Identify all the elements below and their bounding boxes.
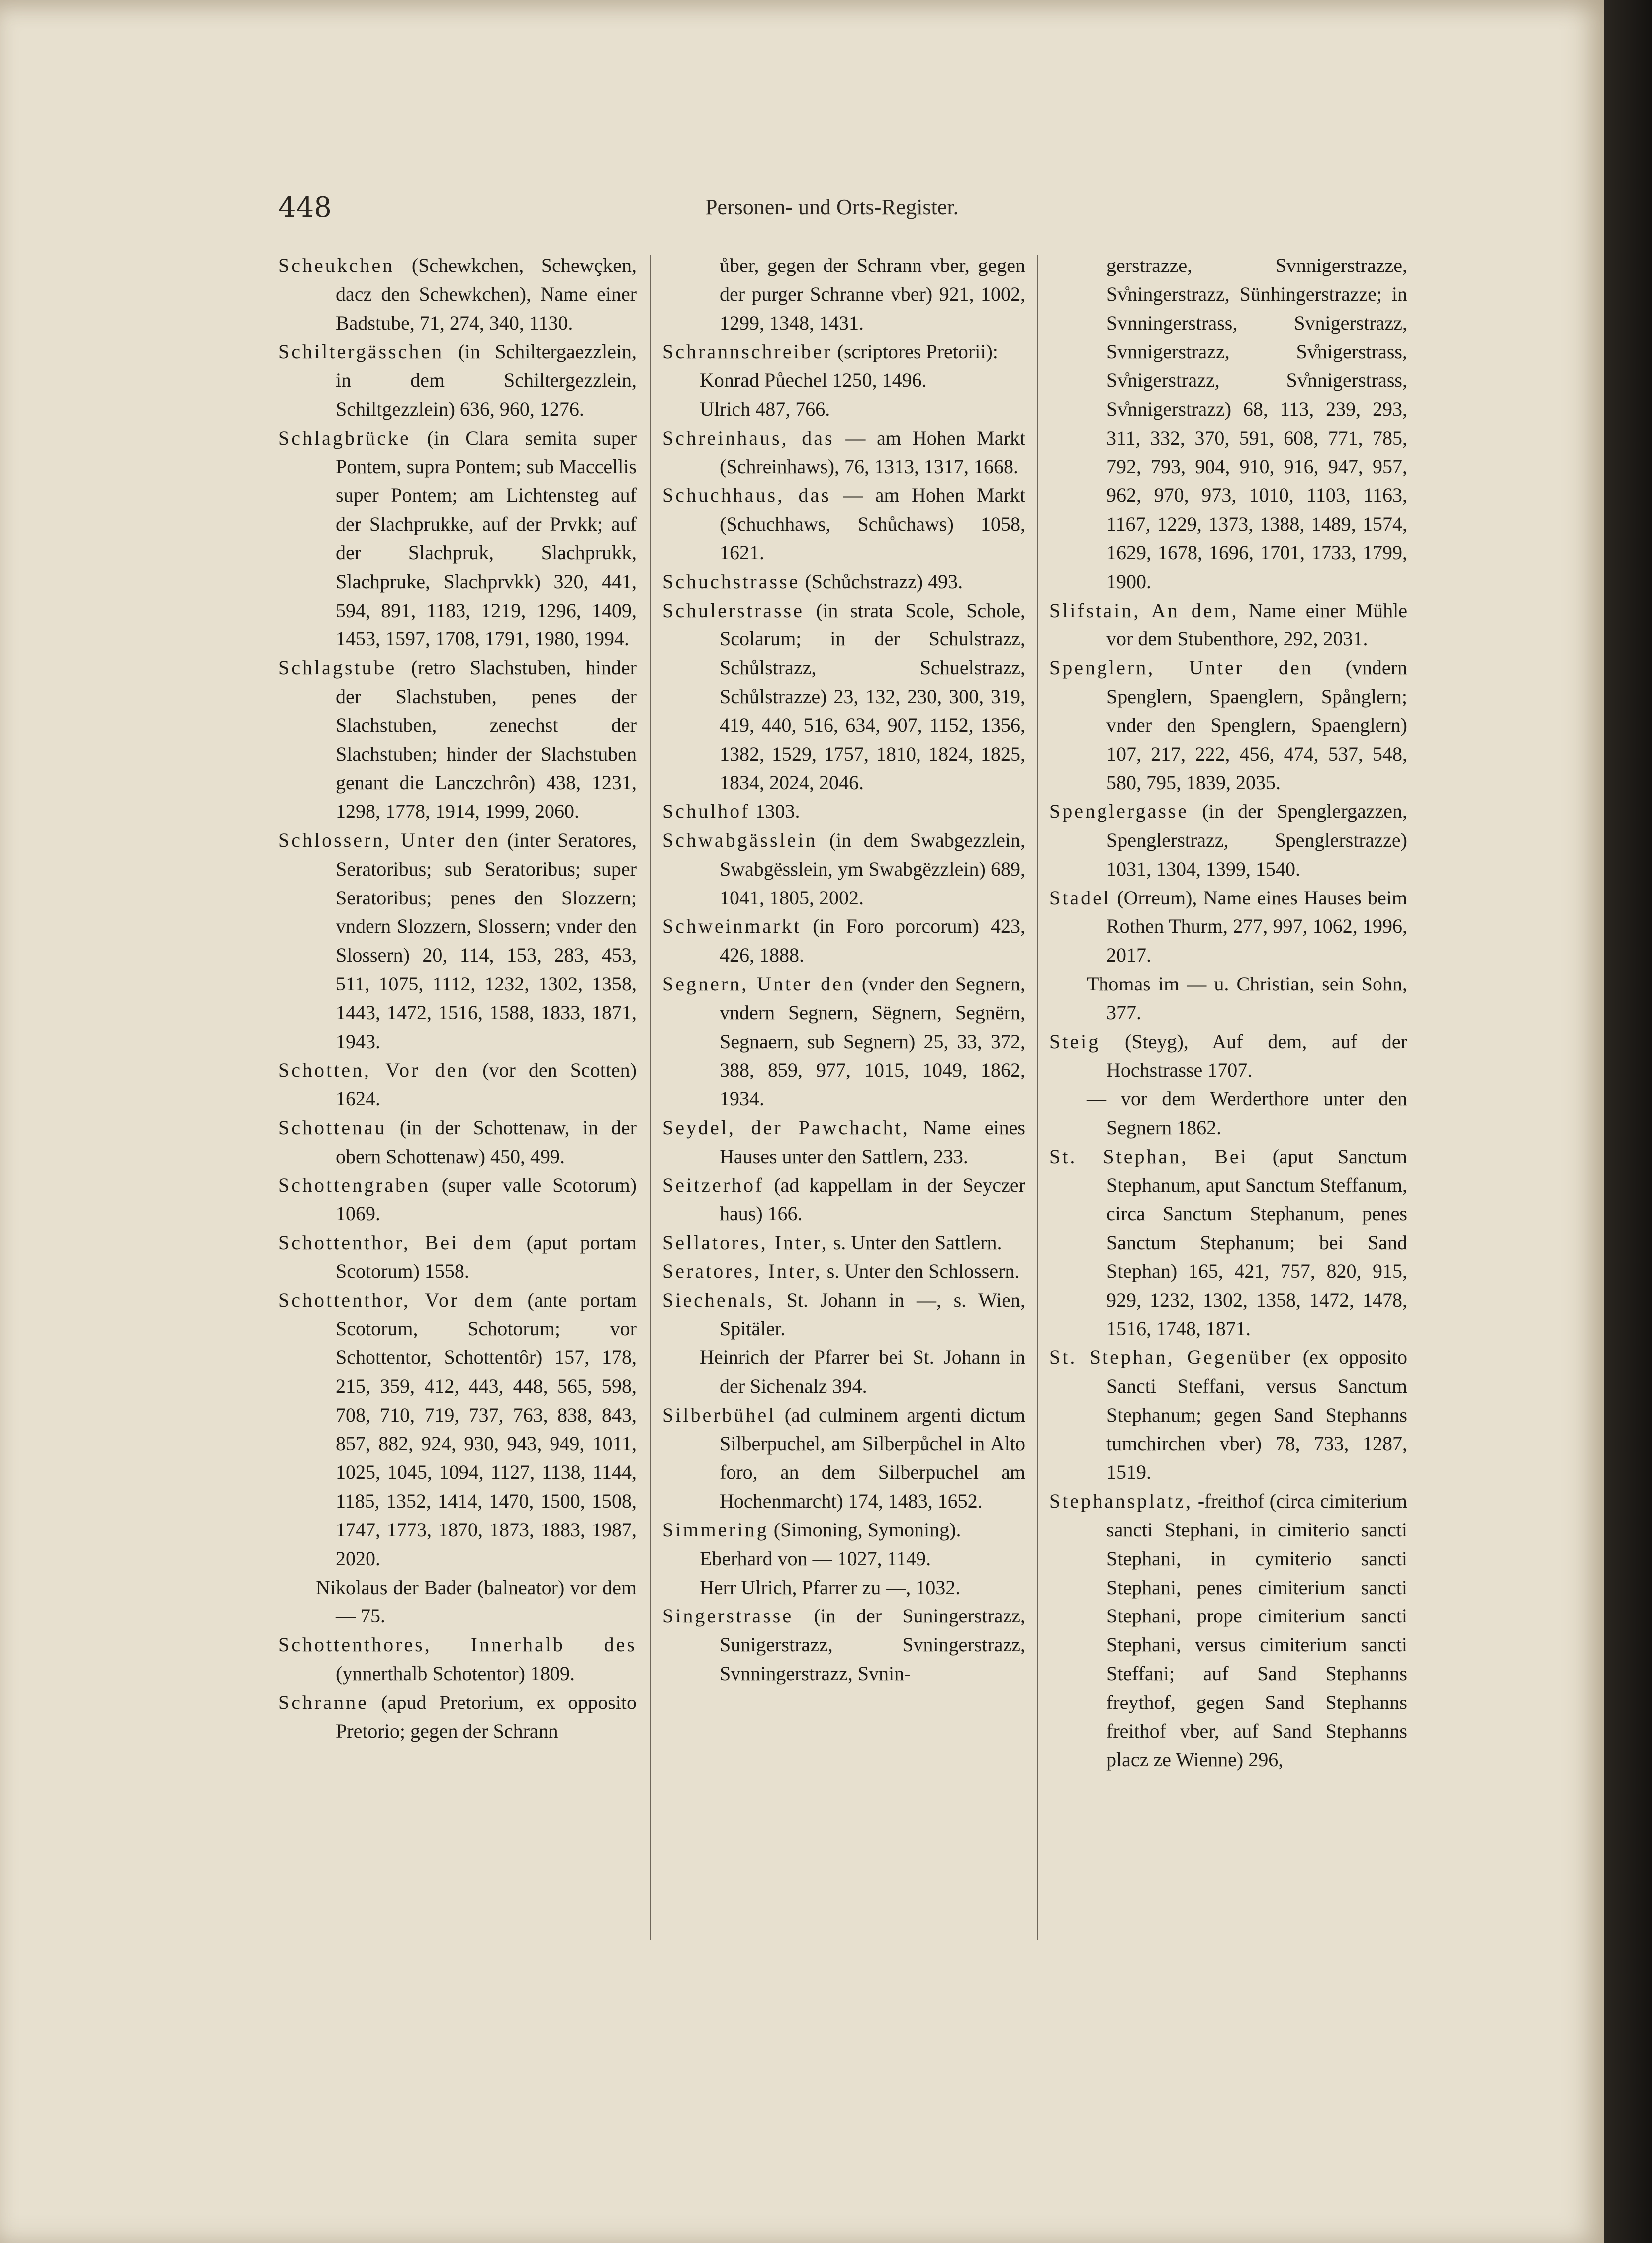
index-entry [662, 912, 1025, 970]
entry-headword: Schwabgässlein [662, 828, 818, 851]
entry-text: (ad kappellam in der Seyczer haus) 166. [720, 1173, 1025, 1225]
index-entry [662, 1573, 1025, 1602]
entry-text: Thomas im — u. Christian, sein Sohn, 377. [1087, 972, 1407, 1024]
entry-text: — am Hohen Markt (Schreinhaws), 76, 1313, 1317, 1668. [720, 426, 1025, 478]
entry-headword: Seydel, der Pawchacht, [662, 1116, 910, 1139]
index-entry [1049, 797, 1407, 883]
index-column-2 [662, 251, 1025, 1688]
entry-headword: Simmering [662, 1519, 769, 1541]
entry-headword: Schlagstube [278, 656, 397, 679]
entry-text: 1303. [750, 800, 800, 823]
entry-text: Name eines Hauses unter den Sattlern, 233. [720, 1116, 1025, 1167]
entry-text: (Steyg), Auf dem, auf der Hochstrasse 1707. [1100, 1030, 1407, 1081]
entry-text: Ulrich 487, 766. [700, 397, 830, 420]
entry-headword: Siechenals, [662, 1288, 775, 1311]
index-entry [278, 1056, 637, 1113]
index-entry [1049, 884, 1407, 970]
entry-text: (aput portam Scotorum) 1558. [336, 1231, 637, 1282]
entry-headword: Schrannschreiber [662, 340, 832, 363]
entry-headword: Spenglern, Unter den [1049, 656, 1313, 679]
index-entry [662, 1228, 1025, 1257]
index-entry [662, 1257, 1025, 1286]
page-number: 448 [278, 191, 332, 224]
index-entry [662, 1343, 1025, 1401]
entry-text: (vor den Scotten) 1624. [336, 1059, 637, 1110]
entry-headword: Schottengraben [278, 1173, 430, 1196]
entry-text: (ynnerthalb Schotentor) 1809. [336, 1662, 575, 1685]
index-entry [1049, 1142, 1407, 1344]
page-edge [1604, 0, 1652, 2243]
index-entry [662, 1171, 1025, 1229]
entry-text: (in der Suningerstrazz, Sunigerstrazz, Svningerstrazz, Svnningerstrazz, Svnin- [720, 1605, 1025, 1685]
entry-text: (in dem Swabgezzlein, Swabgësslein, ym Swabgëzzlein) 689, 1041, 1805, 2002. [720, 828, 1025, 909]
index-entry [278, 1573, 637, 1631]
entry-text: (aput Sanctum Stephanum, aput Sanctum Steffanum, circa Sanctum Stephanum, penes Sanctum Stephanum; bei Sand Stephan) 165, 421, 757, 820, 915, 929, 1232, 1302, 1358, 1472, 1478, 1516, 1748, 1871. [1106, 1145, 1407, 1340]
index-entry [1049, 1027, 1407, 1085]
entry-headword: Seitzerhof [662, 1173, 764, 1196]
index-entry [278, 1171, 637, 1229]
index-entry [1049, 1343, 1407, 1487]
entry-headword: Schulhof [662, 800, 750, 823]
entry-text: (scriptores Pretorii): [832, 340, 998, 363]
entry-text: s. Unter den Schlossern. [822, 1259, 1020, 1282]
entry-headword: Schulerstrasse [662, 599, 804, 622]
index-entry [278, 1630, 637, 1688]
entry-text: (in strata Scole, Schole, Scolarum; in der Schulstrazz, Schůlstrazz, Schuelstrazz, Schůlstrazze) 23, 132, 230, 300, 319, 419, 440, 516, 634, 907, 1152, 1356, 1382, 1529, 1757, 1810, 1824, 1825, 1834, 2024, 2046. [720, 599, 1025, 794]
entry-text: (inter Seratores, Seratoribus; sub Seratoribus; super Seratoribus; penes den Slozzern; vndern Slozzern, Slossern; vnder den Slossern) 20, 114, 153, 283, 453, 511, 1075, 1112, 1232, 1302, 1358, 1443, 1472, 1516, 1588, 1833, 1871, 1943. [336, 828, 637, 1053]
entry-headword: St. Stephan, Bei [1049, 1145, 1248, 1167]
index-entry [662, 970, 1025, 1113]
entry-text: Name einer Mühle vor dem Stubenthore, 292, 2031. [1106, 599, 1407, 650]
index-entry [278, 826, 637, 1056]
entry-text: Eberhard von — 1027, 1149. [700, 1547, 931, 1570]
index-entry [278, 1688, 637, 1746]
entry-text: (vndern Spenglern, Spaenglern, Spånglern; vnder den Spenglern, Spaenglern) 107, 217, 222, 456, 474, 537, 548, 580, 795, 1839, 2035. [1106, 656, 1407, 794]
index-entry [1049, 251, 1407, 596]
entry-headword: St. Stephan, Gegenüber [1049, 1346, 1292, 1369]
index-column-1 [278, 251, 637, 1745]
entry-text: (vnder den Segnern, vndern Segnern, Sëgnern, Segnërn, Segnaern, sub Segnern) 25, 33, 372, 388, 859, 977, 1015, 1049, 1862, 1934. [720, 972, 1025, 1110]
index-entry [662, 826, 1025, 912]
running-title: Personen- und Orts-Register. [705, 195, 959, 219]
index-entry [662, 1602, 1025, 1688]
entry-text: (Orreum), Name eines Hauses beim Rothen Thurm, 277, 997, 1062, 1996, 2017. [1106, 886, 1407, 967]
index-entry [662, 1113, 1025, 1171]
entry-headword: Schreinhaus, das [662, 426, 834, 449]
entry-headword: Schlossern, Unter den [278, 828, 500, 851]
entry-text: -freithof (circa cimiterium sancti Stephani, in cimiterio sancti Stephani, in cymiterio sancti Stephani, penes cimiterium sancti Stephani, prope cimiterium sancti Stephani, versus cimiterium sancti Steffani; auf Sand Stephanns freythof, gegen Sand Stephanns freithof vber, auf Sand Stephanns placz ze Wienne) 296, [1106, 1490, 1407, 1771]
index-entry [662, 337, 1025, 366]
entry-text: Herr Ulrich, Pfarrer zu —, 1032. [700, 1576, 961, 1599]
entry-text: (ad culminem argenti dictum Silberpuchel, am Silberpůchel in Alto foro, an dem Silberpuchel am Hochenmarcht) 174, 1483, 1652. [720, 1403, 1025, 1513]
entry-text: (super valle Scotorum) 1069. [336, 1173, 637, 1225]
index-entry [278, 1113, 637, 1171]
index-entry [278, 337, 637, 423]
entry-headword: Slifstain, An dem, [1049, 599, 1239, 622]
entry-text: Heinrich der Pfarrer bei St. Johann in der Sichenalz 394. [700, 1346, 1025, 1398]
index-column-3 [1049, 251, 1407, 1774]
entry-headword: Schuchhaus, das [662, 484, 831, 507]
index-entry [662, 251, 1025, 337]
index-entry [662, 567, 1025, 596]
entry-headword: Schottenau [278, 1116, 387, 1139]
index-entry [1049, 596, 1407, 654]
index-entry [662, 1401, 1025, 1516]
entry-headword: Singerstrasse [662, 1605, 794, 1627]
column-divider [650, 255, 651, 1940]
entry-headword: Segnern, Unter den [662, 972, 855, 995]
index-entry [1049, 1487, 1407, 1774]
index-entry [278, 251, 637, 337]
entry-text: (apud Pretorium, ex opposito Pretorio; gegen der Schrann [336, 1691, 637, 1742]
index-entry [1049, 653, 1407, 797]
entry-text: (in Foro porcorum) 423, 426, 1888. [720, 915, 1025, 967]
entry-headword: Schiltergässchen [278, 340, 444, 363]
entry-headword: Spenglergasse [1049, 800, 1189, 823]
entry-text: (ex opposito Sancti Steffani, versus Sanctum Stephanum; gegen Sand Stephanns tumchirchen vber) 78, 733, 1287, 1519. [1106, 1346, 1407, 1484]
entry-headword: Sellatores, Inter, [662, 1231, 828, 1254]
entry-text: — vor dem Werderthore unter den Segnern 1862. [1087, 1087, 1407, 1139]
entry-text: gerstrazze, Svnnigerstrazze, Sv̊ningerstrazz, Sünhingerstrazze; in Svnningerstrass, Svnigerstrazz, Svnnigerstrazz, Sv̊nigerstrass, Sv̊nigerstrazz, Sv̊nnigerstrass, Sv̊nnigerstrazz) 68, 113, 239, 293, 311, 332, 370, 591, 608, 771, 785, 792, 793, 904, 910, 916, 947, 957, 962, 970, 973, 1010, 1103, 1163, 1167, 1229, 1373, 1388, 1489, 1574, 1629, 1678, 1696, 1701, 1733, 1799, 1900. [1106, 254, 1407, 593]
entry-text: Konrad Půechel 1250, 1496. [700, 369, 927, 392]
entry-headword: Schottenthor, Bei dem [278, 1231, 514, 1254]
entry-headword: Seratores, Inter, [662, 1259, 822, 1282]
entry-headword: Stadel [1049, 886, 1111, 909]
entry-headword: Stephansplatz, [1049, 1490, 1193, 1513]
index-entry [662, 424, 1025, 481]
entry-headword: Schottenthor, Vor dem [278, 1288, 515, 1311]
entry-text: St. Johann in —, s. Wien, Spitäler. [720, 1288, 1025, 1340]
entry-text: (in der Schottenaw, in der obern Schottenaw) 450, 499. [336, 1116, 637, 1167]
entry-headword: Schlagbrücke [278, 426, 411, 449]
entry-text: (Schůchstrazz) 493. [800, 570, 963, 593]
index-entry [278, 1228, 637, 1286]
entry-headword: Schotten, Vor den [278, 1059, 470, 1081]
index-entry [278, 653, 637, 826]
index-entry [662, 395, 1025, 424]
entry-headword: Schottenthores, Innerhalb des [278, 1633, 637, 1656]
entry-headword: Schweinmarkt [662, 915, 802, 938]
entry-headword: Silberbühel [662, 1403, 776, 1426]
index-entry [662, 797, 1025, 826]
entry-text: — am Hohen Markt (Schuchhaws, Schůchaws) 1058, 1621. [720, 484, 1025, 564]
entry-text: ůber, gegen der Schrann vber, gegen der purger Schranne vber) 921, 1002, 1299, 1348, 1431. [720, 254, 1025, 334]
index-entry [662, 1516, 1025, 1544]
entry-text: (retro Slachstuben, hinder der Slachstuben, penes der Slachstuben, zenechst der Slachstuben; hinder der Slachstuben genant die Lanczchrôn) 438, 1231, 1298, 1778, 1914, 1999, 2060. [336, 656, 637, 823]
index-entry [662, 1286, 1025, 1344]
entry-headword: Scheukchen [278, 254, 395, 276]
index-entry [662, 366, 1025, 395]
column-divider [1037, 255, 1038, 1940]
index-entry [1049, 970, 1407, 1027]
index-entry [278, 1286, 637, 1573]
entry-text: (ante portam Scotorum, Schotorum; vor Schottentor, Schottentôr) 157, 178, 215, 359, 412, 443, 448, 565, 598, 708, 710, 719, 737, 763, 838, 843, 857, 882, 924, 930, 943, 949, 1011, 1025, 1045, 1094, 1127, 1138, 1144, 1185, 1352, 1414, 1470, 1500, 1508, 1747, 1773, 1870, 1873, 1883, 1987, 2020. [336, 1288, 637, 1570]
index-entry [1049, 1084, 1407, 1142]
index-entry [662, 1544, 1025, 1573]
index-entry [662, 481, 1025, 567]
entry-headword: Schranne [278, 1691, 368, 1713]
entry-headword: Steig [1049, 1030, 1101, 1053]
entry-text: Nikolaus der Bader (balneator) vor dem — 75. [316, 1576, 637, 1627]
entry-text: (Simoning, Symoning). [768, 1519, 961, 1541]
entry-text: (in der Spenglergazzen, Spenglerstrazz, Spenglerstrazze) 1031, 1304, 1399, 1540. [1106, 800, 1407, 880]
entry-text: (in Clara semita super Pontem, supra Pontem; sub Maccellis super Pontem; am Lichtensteg auf der Slachprukke, auf der Prvkk; auf der Slachpruk, Slachprukk, Slachpruke, Slachprvkk) 320, 441, 594, 891, 1183, 1219, 1296, 1409, 1453, 1597, 1708, 1791, 1980, 1994. [336, 426, 637, 650]
index-entry [278, 424, 637, 653]
index-entry [662, 596, 1025, 798]
entry-text: s. Unter den Sattlern. [828, 1231, 1002, 1254]
entry-text: (Schewkchen, Schewçken, dacz den Schewkchen), Name einer Badstube, 71, 274, 340, 1130. [336, 254, 637, 334]
page-header [278, 191, 1074, 226]
entry-text: (in Schiltergaezzlein, in dem Schiltergezzlein, Schiltgezzlein) 636, 960, 1276. [336, 340, 637, 420]
entry-headword: Schuchstrasse [662, 570, 800, 593]
